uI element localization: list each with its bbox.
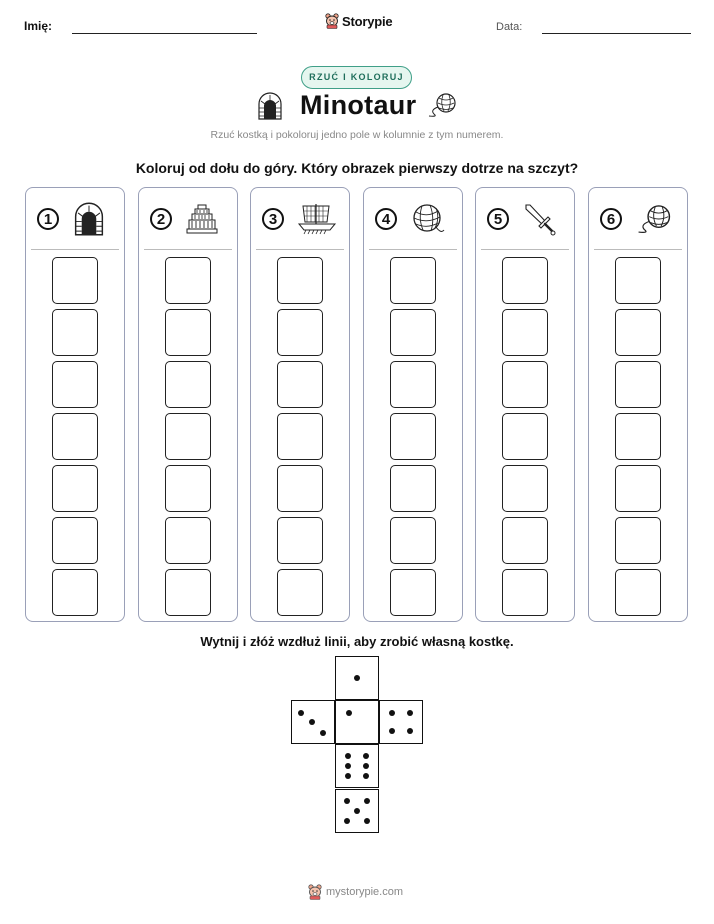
column-divider: [481, 249, 569, 250]
die-pip: [389, 728, 395, 734]
die-pip: [346, 710, 352, 716]
color-box[interactable]: [277, 465, 323, 512]
name-label: Imię:: [24, 19, 53, 33]
color-box[interactable]: [52, 309, 98, 356]
name-field-line[interactable]: [72, 33, 257, 34]
color-box[interactable]: [165, 361, 211, 408]
color-box[interactable]: [277, 517, 323, 564]
color-box[interactable]: [615, 309, 661, 356]
column-number: 1: [37, 208, 59, 230]
die-pip: [363, 773, 369, 779]
color-box[interactable]: [502, 361, 548, 408]
labyrinth-entrance-icon: [72, 202, 106, 236]
column-divider: [256, 249, 344, 250]
color-box[interactable]: [165, 257, 211, 304]
color-box[interactable]: [502, 569, 548, 616]
color-box[interactable]: [390, 413, 436, 460]
color-box[interactable]: [615, 361, 661, 408]
color-box[interactable]: [277, 361, 323, 408]
column-number: 6: [600, 208, 622, 230]
color-box[interactable]: [502, 257, 548, 304]
color-box[interactable]: [615, 413, 661, 460]
sword-icon: [522, 202, 556, 238]
color-box[interactable]: [615, 569, 661, 616]
bear-mascot-icon: [308, 884, 322, 900]
color-box[interactable]: [390, 517, 436, 564]
date-field-line[interactable]: [542, 33, 691, 34]
footer-brand: [308, 884, 403, 900]
column-number: 4: [375, 208, 397, 230]
palace-icon: [185, 202, 219, 236]
subtitle: Rzuć kostką i pokoloruj jedno pole w kolumnie z tym numerem.: [210, 129, 504, 141]
color-box[interactable]: [52, 569, 98, 616]
column-2: [138, 187, 238, 622]
die-pip: [354, 675, 360, 681]
color-box[interactable]: [502, 517, 548, 564]
activity-badge: RZUĆ I KOLORUJ: [301, 66, 412, 89]
color-box[interactable]: [390, 257, 436, 304]
die-pip: [298, 710, 304, 716]
die-pip: [345, 773, 351, 779]
die-face-lower: [335, 744, 379, 788]
color-box[interactable]: [615, 517, 661, 564]
color-box[interactable]: [52, 257, 98, 304]
die-pip: [363, 753, 369, 759]
column-1: [25, 187, 125, 622]
color-box[interactable]: [390, 309, 436, 356]
column-divider: [144, 249, 232, 250]
color-box[interactable]: [390, 569, 436, 616]
yarn-ball-icon: [410, 202, 446, 238]
die-face-center: [335, 700, 379, 744]
thread-ball-icon: [426, 92, 458, 118]
column-6: [588, 187, 688, 622]
column-number: 5: [487, 208, 509, 230]
color-box[interactable]: [615, 257, 661, 304]
column-3: [250, 187, 350, 622]
color-box[interactable]: [277, 257, 323, 304]
brand-name: Storypie: [342, 13, 393, 29]
column-4: [363, 187, 463, 622]
color-box[interactable]: [165, 517, 211, 564]
die-pip: [309, 719, 315, 725]
color-box[interactable]: [615, 465, 661, 512]
color-box[interactable]: [165, 413, 211, 460]
color-box[interactable]: [502, 465, 548, 512]
die-pip: [320, 730, 326, 736]
color-box[interactable]: [165, 569, 211, 616]
die-pip: [364, 818, 370, 824]
color-box[interactable]: [52, 465, 98, 512]
ship-icon: [297, 202, 337, 236]
color-box[interactable]: [277, 309, 323, 356]
labyrinth-entrance-icon: [256, 92, 284, 120]
column-divider: [594, 249, 682, 250]
color-box[interactable]: [277, 413, 323, 460]
die-face-left: [291, 700, 335, 744]
die-pip: [344, 798, 350, 804]
bear-mascot-icon: [325, 13, 339, 29]
color-box[interactable]: [390, 361, 436, 408]
column-divider: [369, 249, 457, 250]
thread-ball-icon: [635, 202, 673, 236]
die-face-top: [335, 656, 379, 700]
color-box[interactable]: [52, 413, 98, 460]
die-pip: [407, 710, 413, 716]
color-box[interactable]: [390, 465, 436, 512]
color-box[interactable]: [165, 309, 211, 356]
die-face-right: [379, 700, 423, 744]
die-pip: [345, 763, 351, 769]
color-box[interactable]: [52, 361, 98, 408]
color-box[interactable]: [502, 413, 548, 460]
brand-logo: [325, 13, 392, 29]
column-5: [475, 187, 575, 622]
page-title: Minotaur: [300, 90, 417, 120]
color-box[interactable]: [502, 309, 548, 356]
date-label: Data:: [496, 21, 523, 33]
color-box[interactable]: [277, 569, 323, 616]
die-pip: [364, 798, 370, 804]
die-pip: [389, 710, 395, 716]
die-pip: [345, 753, 351, 759]
color-box[interactable]: [165, 465, 211, 512]
die-pip: [354, 808, 360, 814]
die-face-bottom: [335, 789, 379, 833]
column-number: 2: [150, 208, 172, 230]
die-pip: [363, 763, 369, 769]
die-pip: [407, 728, 413, 734]
column-number: 3: [262, 208, 284, 230]
cut-instruction: Wytnij i złóż wzdłuż linii, aby zrobić własną kostkę.: [200, 634, 514, 649]
die-pip: [344, 818, 350, 824]
instruction-heading: Koloruj od dołu do góry. Który obrazek pierwszy dotrze na szczyt?: [135, 160, 579, 176]
footer-url: mystorypie.com: [326, 886, 404, 898]
color-box[interactable]: [52, 517, 98, 564]
column-divider: [31, 249, 119, 250]
